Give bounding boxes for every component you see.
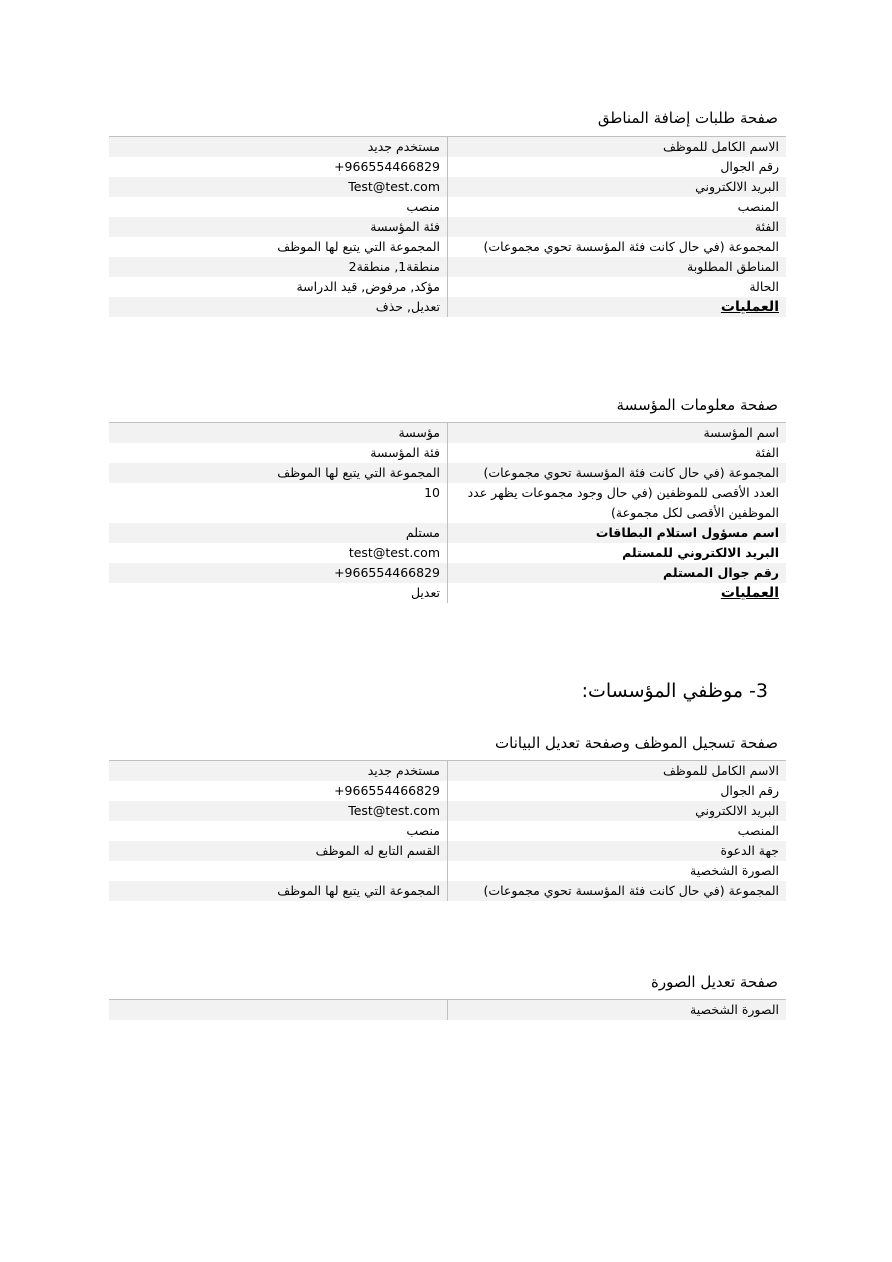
table-row	[109, 157, 786, 177]
field-value: مستخدم جديد	[109, 137, 448, 158]
field-label: العدد الأقصى للموظفين (في حال وجود مجموعات يظهر عدد الموظفين الأقصى لكل مجموعة)	[448, 483, 787, 523]
field-value: مستخدم جديد	[109, 761, 448, 782]
field-value: القسم التابع له الموظف	[109, 841, 448, 861]
field-label: الصورة الشخصية	[448, 861, 787, 881]
field-label: رقم جوال المستلم	[448, 563, 787, 583]
table-row	[109, 523, 786, 543]
operations-label: العمليات	[448, 583, 787, 603]
zone-requests-table	[109, 136, 786, 317]
field-label: اسم المؤسسة	[448, 423, 787, 444]
field-label: المجموعة (في حال كانت فئة المؤسسة تحوي مجموعات)	[448, 463, 787, 483]
field-label: المناطق المطلوبة	[448, 257, 787, 277]
section-title-employee-registration: صفحة تسجيل الموظف وصفحة تعديل البيانات	[495, 734, 778, 752]
field-value: مستلم	[109, 523, 448, 543]
field-value: مؤكد, مرفوض, قيد الدراسة	[296, 279, 440, 294]
section-title-zone-requests: صفحة طلبات إضافة المناطق	[597, 109, 778, 127]
photo-edit-table	[109, 999, 786, 1020]
field-value: مؤسسة	[109, 423, 448, 444]
table-row	[109, 483, 786, 523]
field-value: +966554466829	[334, 565, 440, 580]
field-label: رقم الجوال	[448, 157, 787, 177]
field-label: الاسم الكامل للموظف	[448, 761, 787, 782]
table-row	[109, 237, 786, 257]
table-row	[109, 297, 786, 317]
field-value: منصب	[406, 823, 440, 838]
field-label: الصورة الشخصية	[448, 1000, 787, 1021]
field-value: المجموعة التي يتبع لها الموظف	[109, 881, 448, 901]
table-row	[109, 463, 786, 483]
operations-value: تعديل, حذف	[109, 297, 448, 317]
field-value: منصب	[406, 199, 440, 214]
field-value: Test@test.com	[348, 803, 440, 818]
field-value	[109, 1000, 448, 1021]
field-value: منطقة1, منطقة2	[109, 257, 448, 277]
table-row	[109, 761, 786, 782]
field-value: test@test.com	[348, 545, 440, 560]
field-label: الفئة	[448, 217, 787, 237]
org-info-table	[109, 422, 786, 603]
table-row	[109, 781, 786, 801]
section-title-photo-edit: صفحة تعديل الصورة	[650, 973, 778, 991]
table-row	[109, 257, 786, 277]
section-title-org-info: صفحة معلومات المؤسسة	[616, 396, 778, 414]
field-value: فئة المؤسسة	[109, 217, 448, 237]
field-label: الحالة	[448, 277, 787, 297]
field-label: البريد الالكتروني	[448, 177, 787, 197]
operations-value: تعديل	[410, 585, 440, 600]
table-row	[109, 543, 786, 563]
table-row	[109, 443, 786, 463]
table-row	[109, 583, 786, 603]
table-row	[109, 801, 786, 821]
heading-org-employees: 3- موظفي المؤسسات:	[581, 680, 768, 702]
field-value	[109, 861, 448, 881]
field-label: المنصب	[448, 821, 787, 841]
field-label: البريد الالكتروني للمستلم	[448, 543, 787, 563]
table-row	[109, 821, 786, 841]
field-label: المنصب	[448, 197, 787, 217]
employee-registration-table	[109, 760, 786, 901]
field-value: المجموعة التي يتبع لها الموظف	[277, 239, 440, 254]
field-value: 10	[424, 485, 440, 500]
table-row	[109, 423, 786, 444]
field-value: +966554466829	[334, 783, 440, 798]
field-value: Test@test.com	[348, 179, 440, 194]
table-row	[109, 1000, 786, 1021]
table-row	[109, 881, 786, 901]
field-label: المجموعة (في حال كانت فئة المؤسسة تحوي مجموعات)	[448, 881, 787, 901]
field-label: رقم الجوال	[448, 781, 787, 801]
table-row	[109, 217, 786, 237]
table-row	[109, 277, 786, 297]
field-label: اسم مسؤول استلام البطاقات	[448, 523, 787, 543]
field-value: المجموعة التي يتبع لها الموظف	[109, 463, 448, 483]
table-row	[109, 861, 786, 881]
field-label: جهة الدعوة	[448, 841, 787, 861]
operations-label: العمليات	[448, 297, 787, 317]
table-row	[109, 197, 786, 217]
field-label: الفئة	[448, 443, 787, 463]
field-label: الاسم الكامل للموظف	[448, 137, 787, 158]
field-label: البريد الالكتروني	[448, 801, 787, 821]
table-row	[109, 177, 786, 197]
field-label: المجموعة (في حال كانت فئة المؤسسة تحوي مجموعات)	[448, 237, 787, 257]
table-row	[109, 841, 786, 861]
table-row	[109, 563, 786, 583]
field-value: فئة المؤسسة	[370, 445, 440, 460]
field-value: +966554466829	[334, 159, 440, 174]
table-row	[109, 137, 786, 158]
